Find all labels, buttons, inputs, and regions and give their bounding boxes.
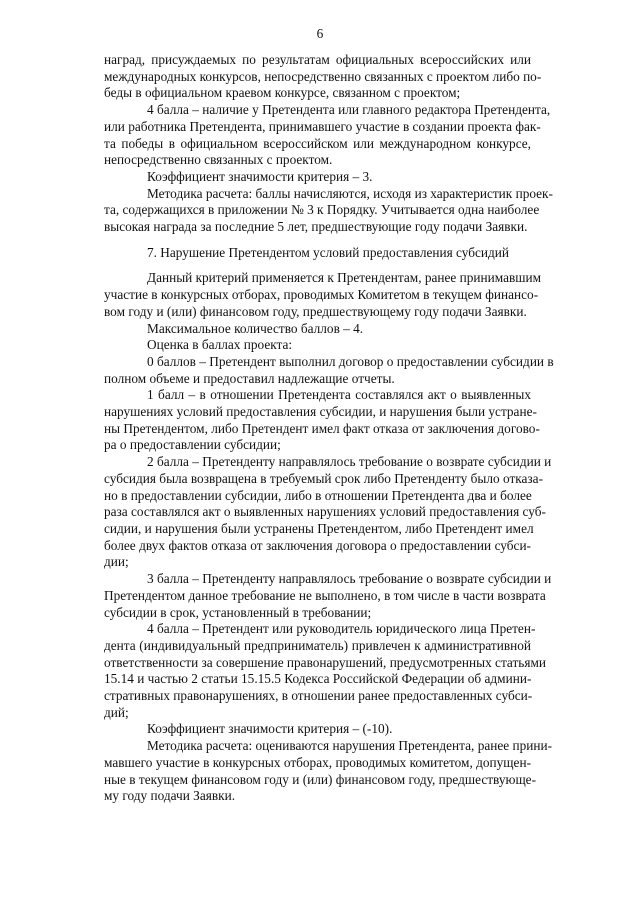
paragraph	[104, 571, 552, 621]
text-line: 4 балла – наличие у Претендента или главного редактора Претендента,	[147, 102, 551, 118]
text-line: 3 балла – Претенденту направлялось требование о возврате субсидии и	[147, 571, 552, 587]
text-line: Оценка в баллах проекта:	[147, 337, 293, 353]
paragraph	[104, 270, 542, 320]
text-line: ответственности за совершение правонарушений, предусмотренных статьями	[104, 654, 547, 670]
paragraph	[104, 353, 554, 387]
paragraph	[104, 738, 553, 805]
paragraph	[104, 52, 542, 102]
text-line: 7. Нарушение Претендентом условий предоставления субсидий	[147, 244, 510, 260]
text-line: субсидии в срок, установленный в требовании;	[104, 604, 372, 620]
text-line: ны Претендентом, либо Претендент имел факт отказа от заключения догово-	[104, 420, 540, 436]
text-line: Методика расчета: баллы начисляются, исходя из характеристик проек-	[147, 185, 553, 201]
text-line: Методика расчета: оцениваются нарушения Претендента, ранее прини-	[147, 738, 553, 754]
text-line: дента (индивидуальный предприниматель) привлечен к административной	[104, 637, 531, 653]
paragraph	[104, 169, 531, 186]
text-line: та победы в официальном всероссийском или международном конкурсе,	[104, 135, 531, 151]
paragraph-gap	[104, 261, 531, 270]
text-line: нарушениях условий предоставления субсидии, и нарушения были устране-	[104, 404, 537, 420]
text-line: мавшего участие в конкурсных отборах, проводимых комитетом, допущен-	[104, 754, 531, 770]
text-line: 2 балла – Претенденту направлялось требование о возврате субсидии и	[147, 454, 552, 470]
text-line: дий;	[104, 704, 129, 720]
text-line: стративных правонарушениях, в отношении ранее предоставленных субси-	[104, 688, 533, 704]
text-line: но в предоставлении субсидии, либо в отношении Претендента два и более	[104, 487, 532, 503]
text-line: или работника Претендента, принимавшего участие в создании проекта фак-	[104, 118, 541, 134]
text-line: 15.14 и частью 2 статьи 15.15.5 Кодекса Российской Федерации об админи-	[104, 671, 532, 687]
text-line: та, содержащихся в приложении № 3 к Порядку. Учитывается одна наиболее	[104, 202, 540, 218]
text-line: му году подачи Заявки.	[104, 788, 236, 804]
text-line: более двух фактов отказа от заключения договора о предоставлении субси-	[104, 537, 531, 553]
document-body	[104, 52, 554, 805]
text-line: ра о предоставлении субсидии;	[104, 437, 281, 453]
paragraph	[104, 387, 540, 454]
text-line: участие в конкурсных отборах, проводимых Комитетом в текущем финансо-	[104, 287, 539, 303]
text-line: 4 балла – Претендент или руководитель юридического лица Претен-	[147, 621, 536, 637]
text-line: 1 балл – в отношении Претендента составлялся акт о выявленных	[147, 387, 531, 403]
paragraph	[104, 721, 531, 738]
text-line: вом году и (или) финансовом году, предшествующему году подачи Заявки.	[104, 303, 527, 319]
text-line: высокая награда за последние 5 лет, предшествующие году подачи Заявки.	[104, 219, 528, 235]
text-line: субсидия была возвращена в требуемый срок либо Претенденту было отказа-	[104, 470, 543, 486]
text-line: беды в официальном краевом конкурсе, связанном с проектом;	[104, 85, 461, 101]
text-line: международных конкурсов, непосредственно связанных с проектом либо по-	[104, 68, 542, 84]
text-line: Данный критерий применяется к Претендентам, ранее принимавшим	[147, 270, 542, 286]
paragraph	[104, 245, 531, 262]
text-line: 0 баллов – Претендент выполнил договор о предоставлении субсидии в	[147, 353, 554, 369]
text-line: Коэффициент значимости критерия – (-10).	[147, 721, 393, 737]
paragraph	[104, 102, 551, 169]
text-line: полном объеме и предоставил надлежащие отчеты.	[104, 370, 395, 386]
text-line: Максимальное количество баллов – 4.	[147, 320, 364, 336]
paragraph-gap	[104, 236, 531, 245]
paragraph	[104, 321, 531, 338]
text-line: раза составлялся акт о выявленных нарушениях условий предоставления суб-	[104, 504, 546, 520]
text-line: наград, присуждаемых по результатам официальных всероссийских или	[104, 52, 531, 67]
text-line: ные в текущем финансовом году и (или) финансовом году, предшествующе-	[104, 771, 537, 787]
paragraph	[104, 454, 552, 571]
paragraph	[104, 185, 553, 236]
text-line: Претендентом данное требование не выполнено, в том числе в части возврата	[104, 587, 546, 603]
paragraph	[104, 337, 531, 354]
text-line: сидии, и нарушения были устранены Претендентом, либо Претендент имел	[104, 520, 534, 536]
text-line: непосредственно связанных с проектом.	[104, 152, 333, 168]
page-number: 6	[316, 26, 324, 41]
text-line: Коэффициент значимости критерия – 3.	[147, 168, 373, 184]
text-line: дии;	[104, 554, 129, 570]
paragraph	[104, 621, 547, 721]
